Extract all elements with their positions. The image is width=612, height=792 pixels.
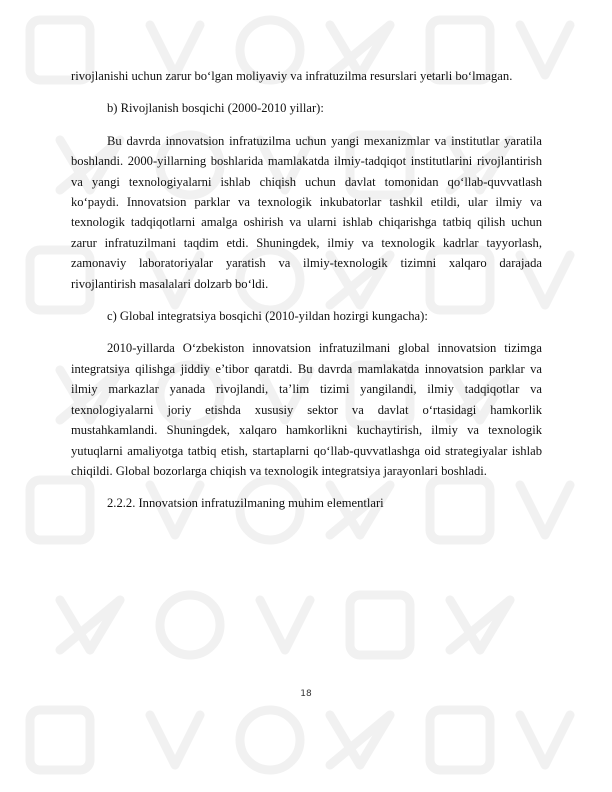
document-body	[71, 66, 542, 514]
paragraph-development-stage: Bu davrda innovatsion infratuzilma uchun yangi mexanizmlar va institutlar yaratila boshlandi. 2000-yillarning boshlarida mamlakatda ilmiy-tadqiqot institutlarini rivojlantirish va yangi texnologiyalarni ishlab chiqish uchun davlat tomonidan qo‘llab-quvvatlash ko‘paydi. Innovatsion parklar va texnologik inkubatorlar tashkil etildi, ular ilmiy va texnologik tadqiqotlarni amalga oshirish va ularni ishlab chiqarishga tatbiq qilish uchun zarur infratuzilmani taqdim etdi. Shuningdek, ilmiy va texnologik kadrlar tayyorlash, zamonaviy laboratoriyalar yaratish va ilmiy-texnologik tizimni xalqaro darajada rivojlantirish masalalari dolzarb bo‘ldi.	[71, 133, 542, 291]
paragraph-continuation: rivojlanishi uchun zarur bo‘lgan moliyaviy va infratuzilma resurslari yetarli bo‘lmagan.	[71, 69, 513, 83]
subheading-global-integration-stage: c) Global integratsiya bosqichi (2010-yildan hozirgi kungacha):	[107, 309, 428, 324]
paragraph-global-integration-stage: 2010-yillarda O‘zbekiston innovatsion infratuzilmani global innovatsion tizimga integratsiya qilishga jiddiy e’tibor qaratdi. Bu davrda mamlakatda innovatsion parklar va ilmiy markazlar yanada rivojlandi, ta’lim tizimi yangilandi, ilmiy tadqiqotlar va texnologiyalarni joriy etishda xususiy sektor va davlat o‘rtasidagi hamkorlik mustahkamlandi. Shuningdek, xalqaro hamkorlikni kuchaytirish, ilmiy va texnologik yutuqlarni amaliyotga tatbiq etish, startaplarni qo‘llab-quvvatlashga oid strategiyalar ishlab chiqildi. Global bozorlarga chiqish va texnologik integratsiya jarayonlari boshladi.	[71, 341, 542, 478]
page-number: 18	[300, 689, 312, 699]
subheading-development-stage: b) Rivojlanish bosqichi (2000-2010 yillar):	[107, 101, 324, 116]
section-heading-2-2-2: 2.2.2. Innovatsion infratuzilmaning muhim elementlari	[107, 496, 384, 511]
